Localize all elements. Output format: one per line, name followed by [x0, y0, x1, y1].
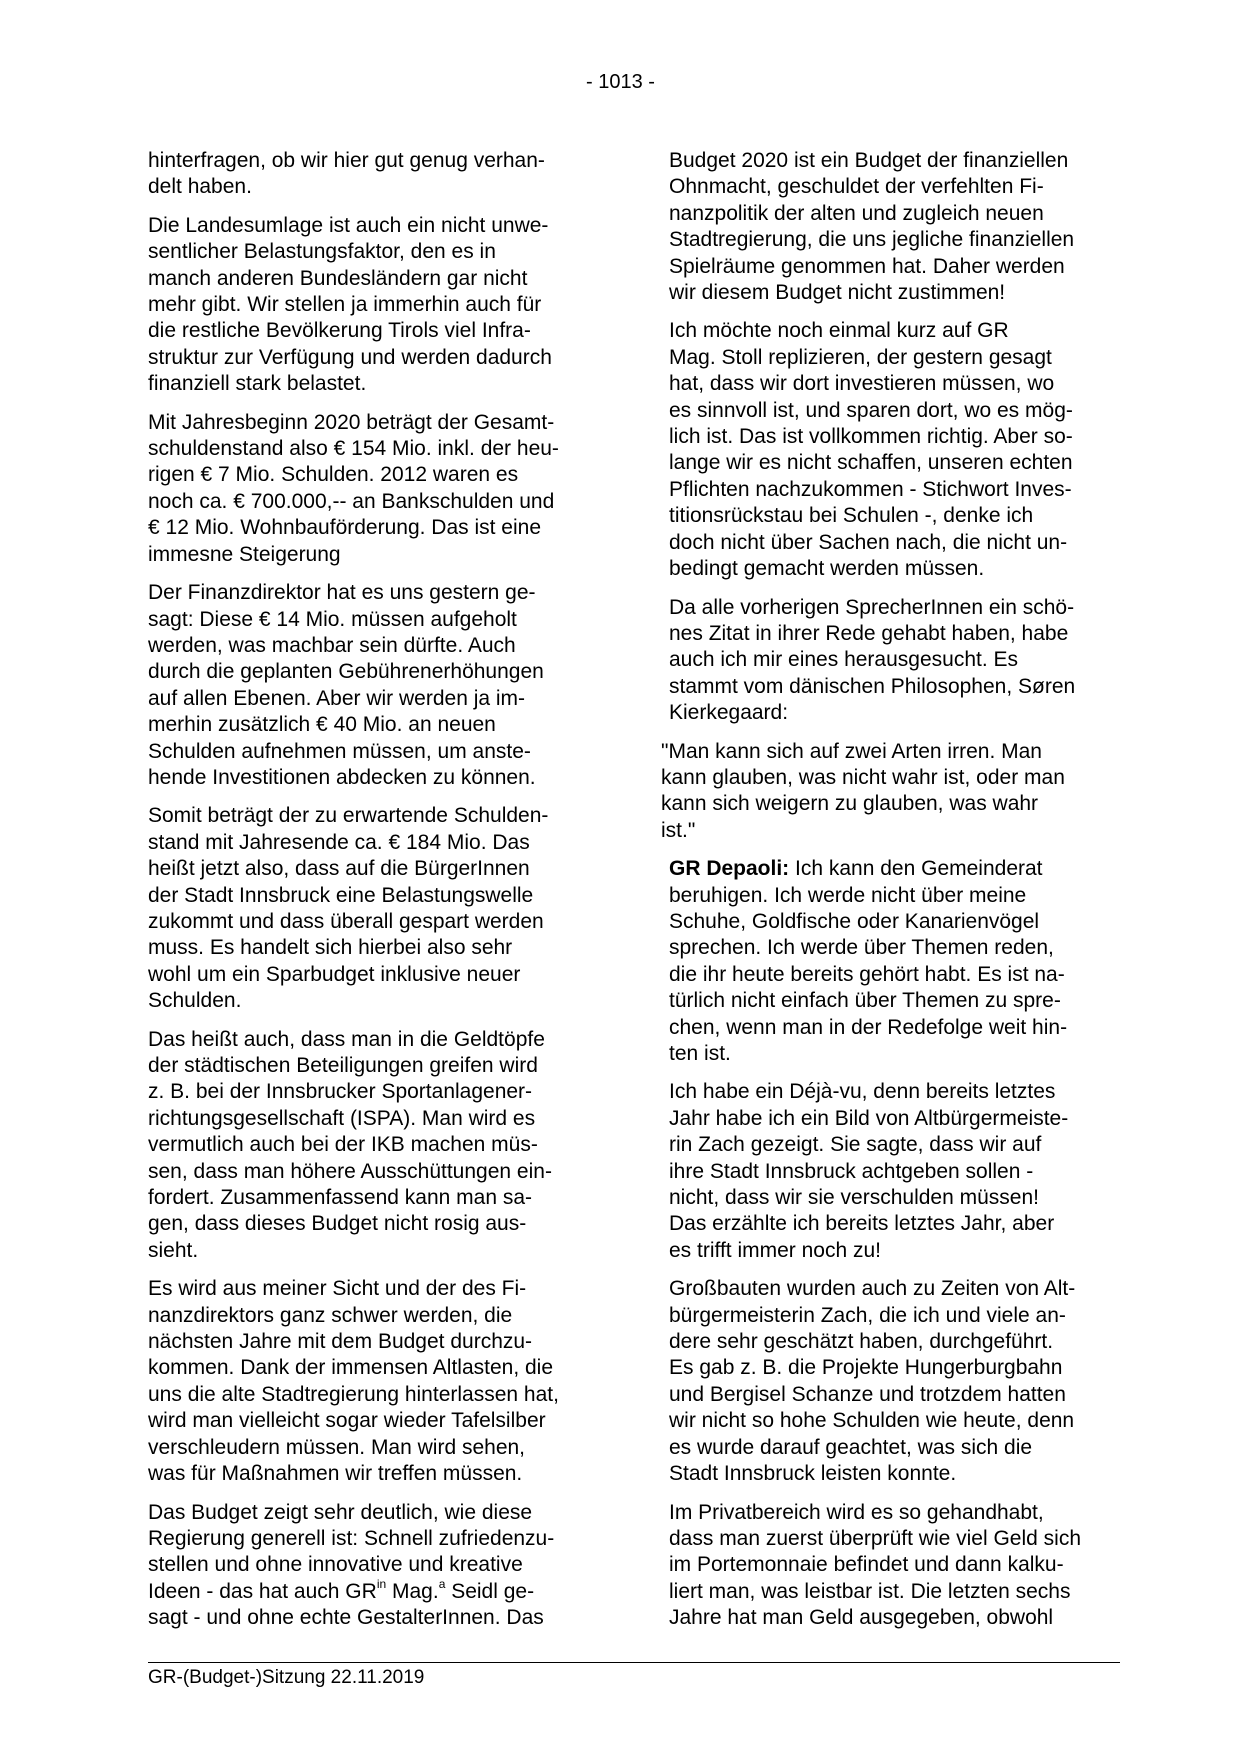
superscript: a [438, 1576, 446, 1591]
paragraph: Ich möchte noch einmal kurz auf GR Mag. Stoll replizieren, der gestern gesagt hat, dass wir dort investieren müssen, wo es sinnvoll ist, und sparen dort, wo es mög- lich ist. Das ist vollkommen richtig. Aber so- lange wir es nicht schaffen, unseren echten Pflichten nachzukommen - Stichwort Inves- titionsrückstau bei Schulen -, denke ich doch nicht über Sachen nach, die nicht un- bedingt gemacht werden müssen. [669, 319, 1073, 581]
paragraph: Da alle vorherigen SprecherInnen ein schö- nes Zitat in ihrer Rede gehabt haben, habe auch ich mir eines herausgesucht. Es stammt vom dänischen Philosophen, Søren Kierkegaard: [669, 595, 1076, 725]
paragraph: Ich habe ein Déjà-vu, denn bereits letztes Jahr habe ich ein Bild von Altbürgermeiste- rin Zach gezeigt. Sie sagte, dass wir auf ihre Stadt Innsbruck achtgeben sollen - nicht, dass wir sie verschulden müssen! Das erzählte ich bereits letztes Jahr, aber es trifft immer noch zu! [669, 1080, 1069, 1262]
text-segment: Das Budget zeigt sehr deutlich, wie diese Regierung generell ist: Schnell zufriedenzu- stellen und ohne innovative und kreative Ideen - das hat auch GR [148, 1500, 555, 1603]
paragraph: Somit beträgt der zu erwartende Schulden- stand mit Jahresende ca. € 184 Mio. Das heißt jetzt also, dass auf die BürgerInnen der Stadt Innsbruck eine Belastungswelle zukommt und dass überall gespart werden muss. Es handelt sich hierbei also sehr wohl um ein Sparbudget inklusive neuer Schulden. [148, 804, 549, 1013]
speaker-text: Ich kann den Gemeinderat beruhigen. Ich werde nicht über meine Schuhe, Goldfische oder Kanarienvögel sprechen. Ich werde über Themen reden, die ihr heute bereits gehört habt. Es ist na- türlich nicht einfach über Themen zu spre- chen, wenn man in der Redefolge weit hin- ten ist. [669, 857, 1068, 1065]
paragraph: hinterfragen, ob wir hier gut genug verhan- delt haben. [148, 149, 545, 199]
speaker-name: GR Depaoli: [669, 857, 790, 881]
paragraph: Das heißt auch, dass man in die Geldtöpfe der städtischen Beteiligungen greifen wird z. B. bei der Innsbrucker Sportanlagener- richtungsgesellschaft (ISPA). Man wird es vermutlich auch bei der IKB machen müs- sen, dass man höhere Ausschüttungen ein- fordert. Zusammenfassend kann man sa- gen, dass dieses Budget nicht rosig aus- sieht. [148, 1027, 552, 1262]
paragraph: Die Landesumlage ist auch ein nicht unwe- sentlicher Belastungsfaktor, den es in manch anderen Bundesländern gar nicht mehr gibt. Wir stellen ja immerhin auch für die restliche Bevölkerung Tirols viel Infra- struktur zur Verfügung und werden dadurch finanziell stark belastet. [148, 213, 552, 396]
quote: "Man kann sich auf zwei Arten irren. Man kann glauben, was nicht wahr ist, oder man kann sich weigern zu glauben, was wahr ist." [661, 739, 1065, 842]
superscript: in [376, 1576, 387, 1591]
text-segment: Seidl ge- sagt - und ohne echte GestalterInnen. Das [148, 1579, 544, 1630]
paragraph: Im Privatbereich wird es so gehandhabt, dass man zuerst überprüft wie viel Geld sich im Portemonnaie befindet und dann kalku- liert man, was leistbar ist. Die letzten sechs Jahre hat man Geld ausgegeben, obwohl [669, 1500, 1082, 1630]
paragraph: Es wird aus meiner Sicht und der des Fi- nanzdirektors ganz schwer werden, die nächsten Jahre mit dem Budget durchzu- kommen. Dank der immensen Altlasten, die uns die alte Stadtregierung hinterlassen hat, wird man vielleicht sogar wieder Tafelsilber verschleudern müssen. Man wird sehen, was für Maßnahmen wir treffen müssen. [148, 1277, 559, 1486]
paragraph [148, 1500, 598, 1632]
speaker-paragraph [669, 856, 1121, 1067]
right-column [661, 148, 1121, 1644]
paragraph: Der Finanzdirektor hat es uns gestern ge- sagt: Diese € 14 Mio. müssen aufgeholt werden, was machbar sein dürfte. Auch durch die geplanten Gebührenerhöhungen auf allen Ebenen. Aber wir werden ja im- merhin zusätzlich € 40 Mio. an neuen Schulden aufnehmen müssen, um anste- hende Investitionen abdecken zu können. [148, 581, 544, 789]
paragraph: Budget 2020 ist ein Budget der finanziellen Ohnmacht, geschuldet der verfehlten Fi- nanzpolitik der alten und zugleich neuen Stadtregierung, die uns jegliche finanziellen Spielräume genommen hat. Daher werden wir diesem Budget nicht zustimmen! [669, 149, 1075, 305]
paragraph: Großbauten wurden auch zu Zeiten von Alt- bürgermeisterin Zach, die ich und viele an- dere sehr geschätzt haben, durchgeführt. Es gab z. B. die Projekte Hungerburgbahn und Bergisel Schanze und trotzdem hatten wir nicht so hohe Schulden wie heute, denn es wurde darauf geachtet, was sich die Stadt Innsbruck leisten konnte. [669, 1277, 1076, 1486]
footer-divider [148, 1662, 1120, 1663]
text-segment: Mag. [386, 1579, 439, 1603]
paragraph: Mit Jahresbeginn 2020 beträgt der Gesamt- schuldenstand also € 154 Mio. inkl. der heu- rigen € 7 Mio. Schulden. 2012 waren es noch ca. € 700.000,-- an Bankschulden und € 12 Mio. Wohnbauförderung. Das ist eine immesne Steigerung [148, 410, 559, 566]
page-number: - 1013 - [586, 71, 655, 93]
left-column [148, 148, 598, 1644]
footer-text: GR-(Budget-)Sitzung 22.11.2019 [148, 1667, 425, 1688]
